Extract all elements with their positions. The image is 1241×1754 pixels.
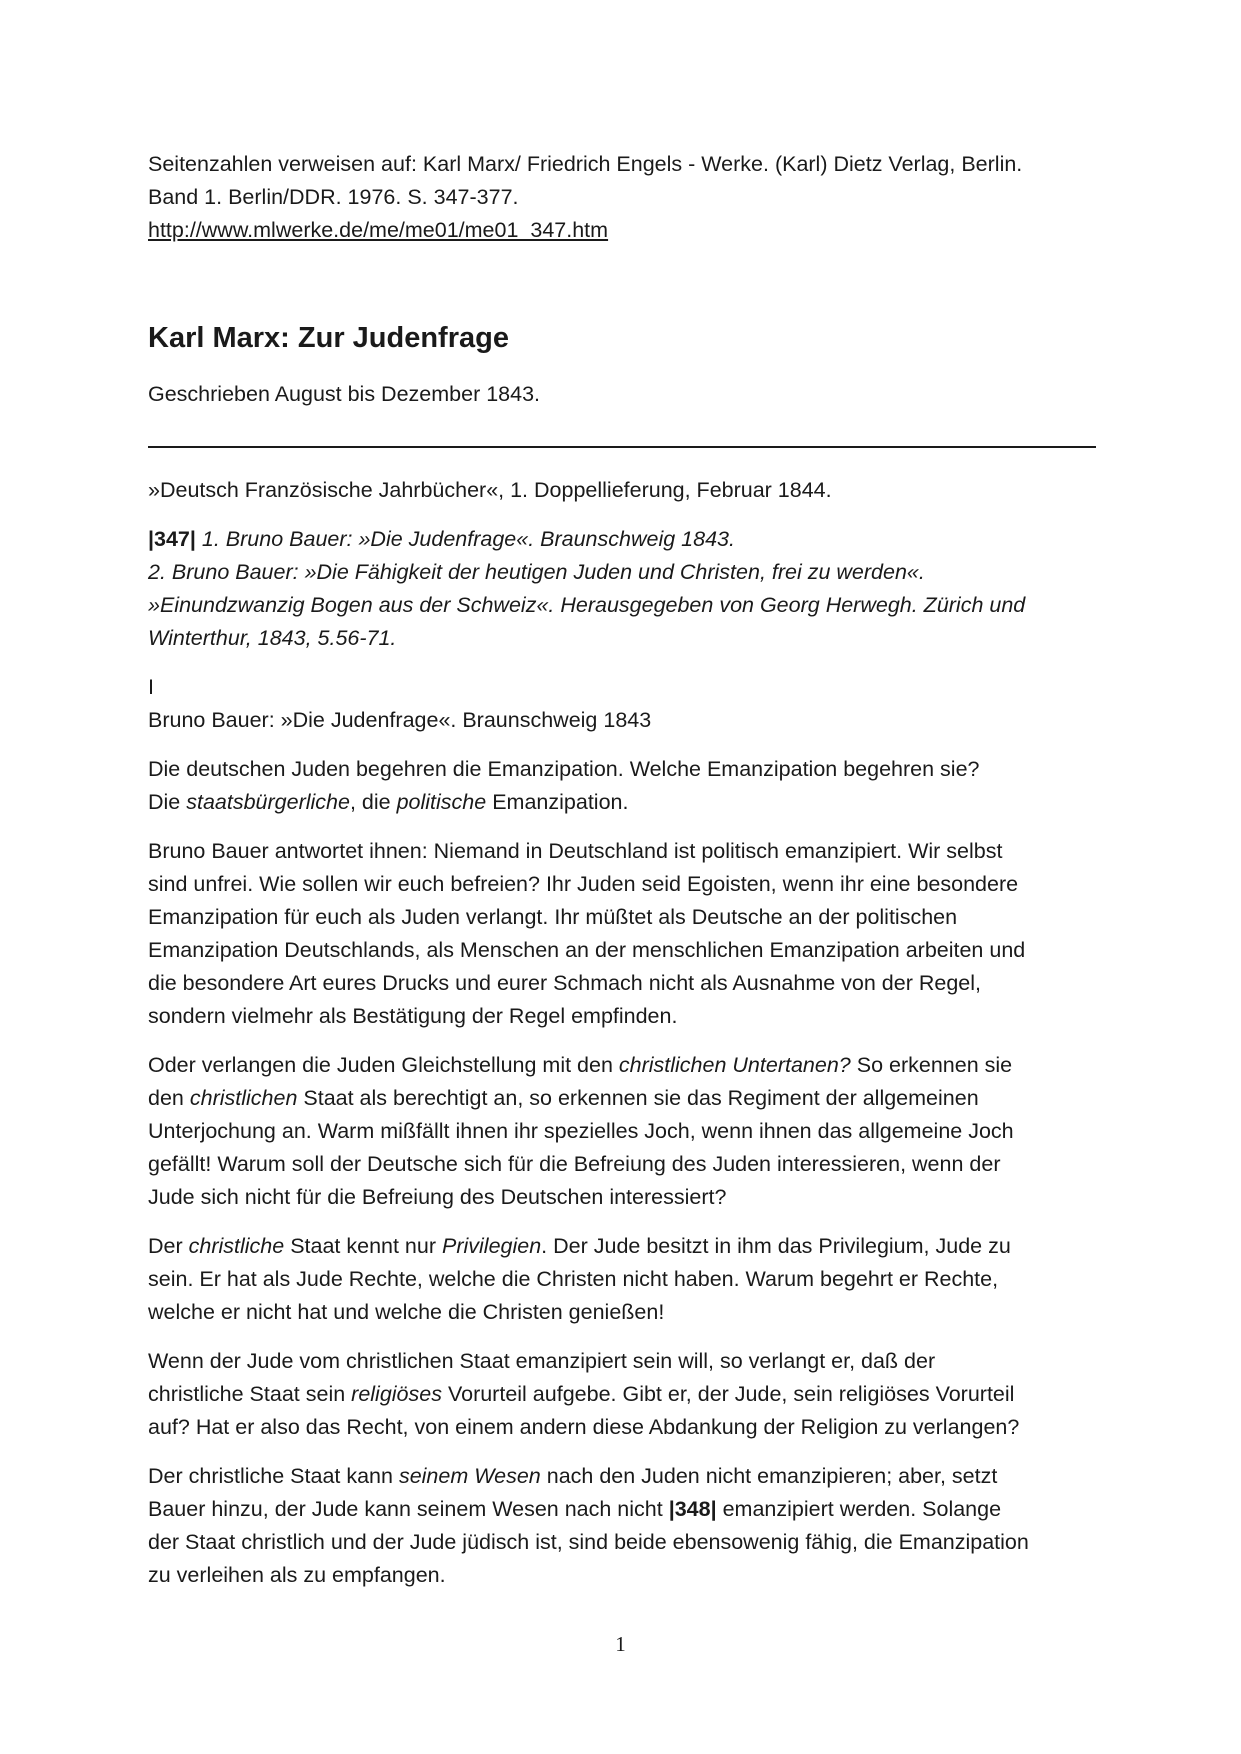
paragraph-line: sondern vielmehr als Bestätigung der Regel empfinden. (148, 1004, 678, 1028)
horizontal-divider (148, 446, 1096, 448)
paragraph-line: Wenn der Jude vom christlichen Staat emanzipiert sein will, so verlangt er, daß der (148, 1349, 936, 1373)
paragraph-line: Bauer hinzu, der Jude kann seinem Wesen nach nicht |348| emanzipiert werden. Solange (148, 1497, 1002, 1521)
paragraph-6 (148, 1460, 1098, 1592)
reference-2: 2. Bruno Bauer: »Die Fähigkeit der heutigen Juden und Christen, frei zu werden«. (148, 560, 925, 584)
paragraph-1 (148, 753, 1098, 819)
paragraph-line: der Staat christlich und der Jude jüdisch ist, sind beide ebensowenig fähig, die Emanzipation (148, 1530, 1029, 1554)
paragraph-line: Emanzipation Deutschlands, als Menschen an der menschlichen Emanzipation arbeiten und (148, 938, 1026, 962)
section-title: Bruno Bauer: »Die Judenfrage«. Braunschweig 1843 (148, 708, 652, 732)
page-number: 1 (615, 1632, 626, 1656)
paragraph-line: christliche Staat sein religiöses Vorurteil aufgebe. Gibt er, der Jude, sein religiöses Vorurteil (148, 1382, 1015, 1406)
section-numeral: I (148, 675, 154, 699)
source-link[interactable]: http://www.mlwerke.de/me/me01/me01_347.htm (148, 218, 609, 242)
paragraph-line: Jude sich nicht für die Befreiung des Deutschen interessiert? (148, 1185, 727, 1209)
publication-note: »Deutsch Französische Jahrbücher«, 1. Doppellieferung, Februar 1844. (148, 478, 832, 502)
paragraph-line: die besondere Art eures Drucks und eurer Schmach nicht als Ausnahme von der Regel, (148, 971, 981, 995)
reference-4: Winterthur, 1843, 5.56-71. (148, 626, 397, 650)
paragraph-line: Die deutschen Juden begehren die Emanzipation. Welche Emanzipation begehren sie? (148, 757, 980, 781)
paragraph-line: Der christliche Staat kennt nur Privilegien. Der Jude besitzt in ihm das Privilegium, Jude zu (148, 1234, 1011, 1258)
paragraph-line: sein. Er hat als Jude Rechte, welche die Christen nicht haben. Warum begehrt er Rechte, (148, 1267, 999, 1291)
paragraph-line: Der christliche Staat kann seinem Wesen nach den Juden nicht emanzipieren; aber, setzt (148, 1464, 998, 1488)
paragraph-line: welche er nicht hat und welche die Christen genießen! (148, 1300, 665, 1324)
source-note-line-1: Seitenzahlen verweisen auf: Karl Marx/ Friedrich Engels - Werke. (Karl) Dietz Verlag, Berlin. (148, 152, 1023, 176)
document-title: Karl Marx: Zur Judenfrage (148, 322, 509, 354)
document-body (148, 474, 1098, 1608)
paragraph-line: sind unfrei. Wie sollen wir euch befreien? Ihr Juden seid Egoisten, wenn ihr eine besondere (148, 872, 1019, 896)
document-subtitle: Geschrieben August bis Dezember 1843. (148, 382, 541, 406)
paragraph-line: Bruno Bauer antwortet ihnen: Niemand in Deutschland ist politisch emanzipiert. Wir selbst (148, 839, 1003, 863)
reference-list (148, 523, 1098, 655)
paragraph-line: den christlichen Staat als berechtigt an, so erkennen sie das Regiment der allgemeinen (148, 1086, 979, 1110)
page-marker: |348| (668, 1497, 717, 1521)
paragraph-line: Oder verlangen die Juden Gleichstellung mit den christlichen Untertanen? So erkennen sie (148, 1053, 1013, 1077)
source-note (148, 148, 1098, 247)
paragraph-2 (148, 835, 1098, 1033)
paragraph-line: auf? Hat er also das Recht, von einem andern diese Abdankung der Religion zu verlangen? (148, 1415, 1020, 1439)
paragraph-5 (148, 1345, 1098, 1444)
source-note-line-2: Band 1. Berlin/DDR. 1976. S. 347-377. (148, 185, 519, 209)
page-marker: |347| (148, 527, 196, 551)
reference-1: 1. Bruno Bauer: »Die Judenfrage«. Braunschweig 1843. (201, 527, 735, 551)
paragraph-line: Emanzipation für euch als Juden verlangt. Ihr müßtet als Deutsche an der politischen (148, 905, 958, 929)
section-heading (148, 671, 1098, 737)
paragraph-line: Die staatsbürgerliche, die politische Emanzipation. (148, 790, 629, 814)
paragraph-line: zu verleihen als zu empfangen. (148, 1563, 446, 1587)
document-page (148, 148, 1098, 1587)
reference-3: »Einundzwanzig Bogen aus der Schweiz«. Herausgegeben von Georg Herwegh. Zürich und (148, 593, 1026, 617)
paragraph-line: gefällt! Warum soll der Deutsche sich für die Befreiung des Juden interessieren, wenn der (148, 1152, 1001, 1176)
paragraph-line: Unterjochung an. Warm mißfällt ihnen ihr spezielles Joch, wenn ihnen das allgemeine Joch (148, 1119, 1014, 1143)
paragraph-3 (148, 1049, 1098, 1214)
paragraph-4 (148, 1230, 1098, 1329)
